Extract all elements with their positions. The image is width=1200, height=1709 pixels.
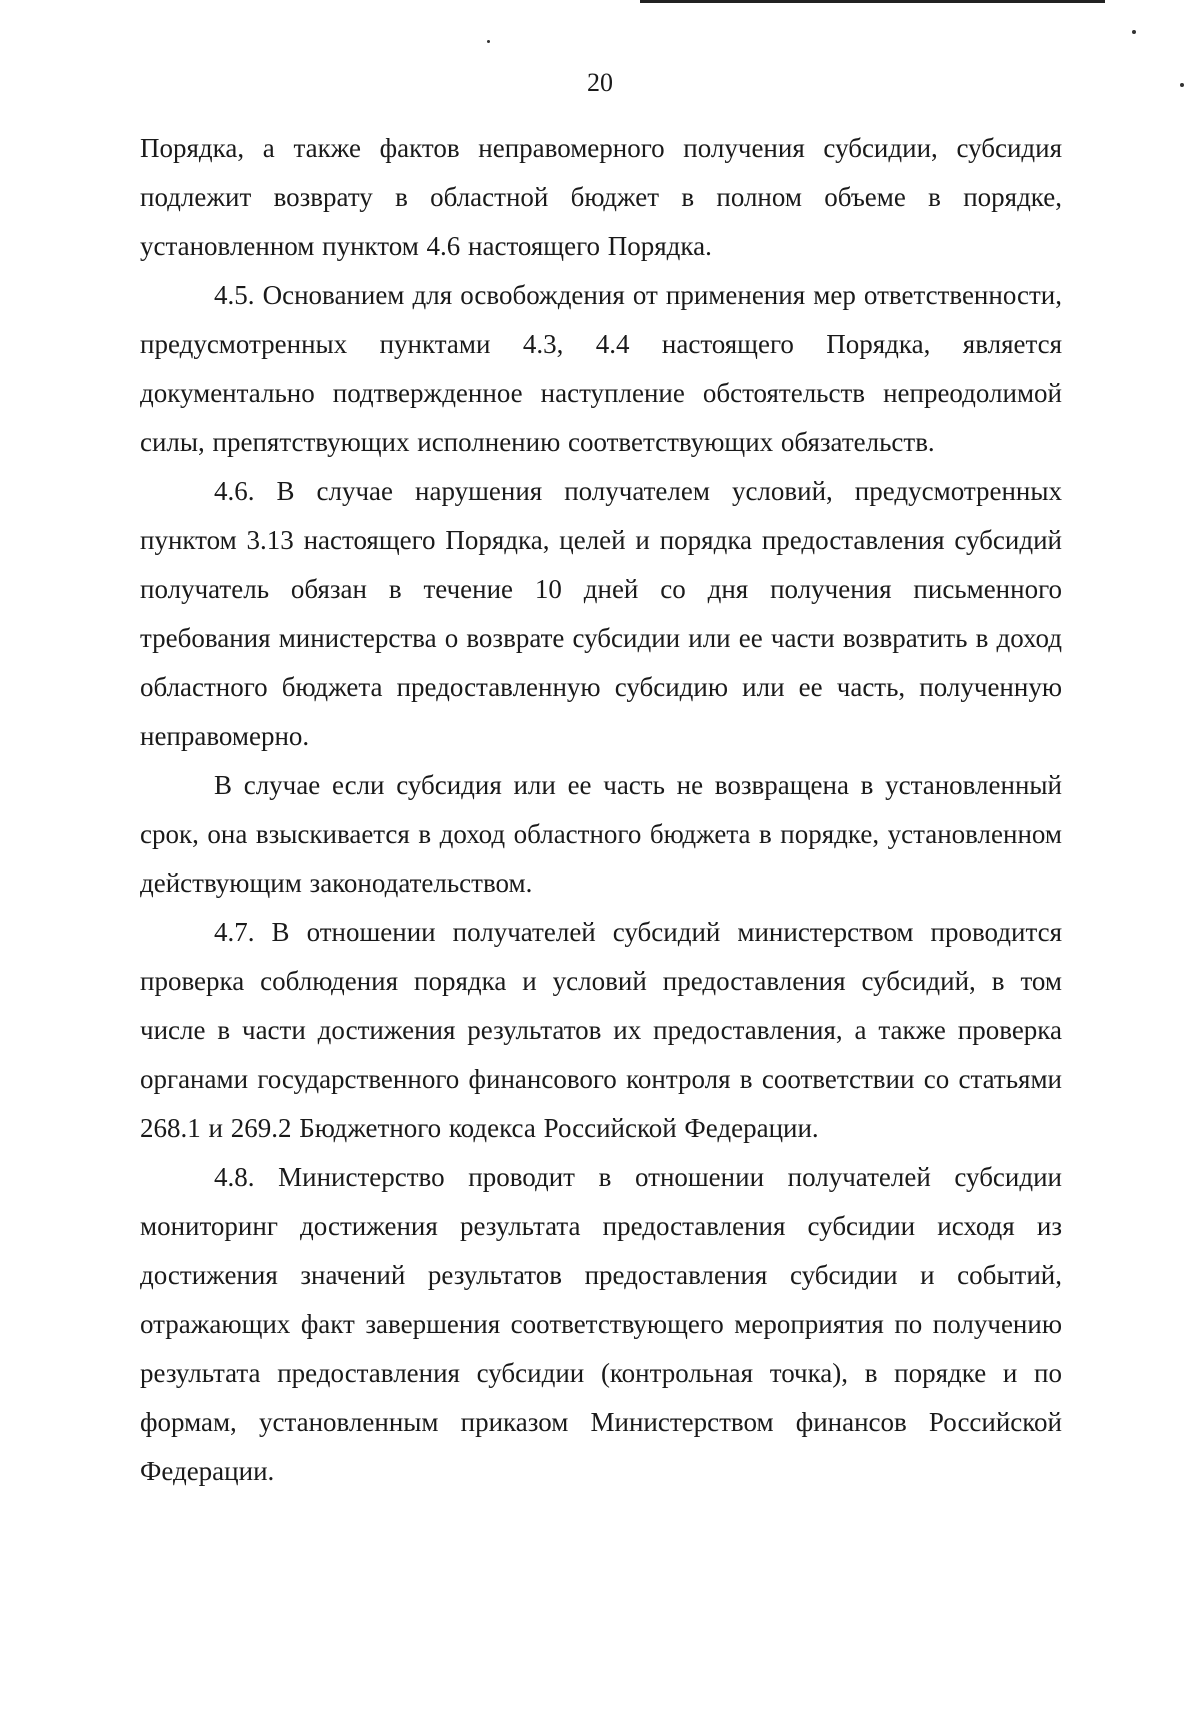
scan-speck (487, 40, 490, 43)
document-body (140, 124, 1062, 1496)
top-scan-rule (640, 0, 1105, 3)
paragraph-4-8: 4.8. Министерство проводит в отношении получателей субсидии мониторинг достижения результата предоставления субсидии исходя из достижения значений результатов предоставления субсидии и событий, отражающих факт завершения соответствующего мероприятия по получению результата предоставления субсидии (контрольная точка), в порядке и по формам, установленным приказом Министерством финансов Российской Федерации. (140, 1162, 1062, 1486)
paragraph-4-7: 4.7. В отношении получателей субсидий министерством проводится проверка соблюдения порядка и условий предоставления субсидий, в том числе в части достижения результатов их предоставления, а также проверка органами государственного финансового контроля в соответствии со статьями 268.1 и 269.2 Бюджетного кодекса Российской Федерации. (140, 917, 1062, 1143)
paragraph-4-6-recovery: В случае если субсидия или ее часть не возвращена в установленный срок, она взыскивается в доход областного бюджета в порядке, установленном действующим законодательством. (140, 770, 1062, 898)
page-number: 20 (587, 68, 613, 97)
paragraph-4-5: 4.5. Основанием для освобождения от применения мер ответственности, предусмотренных пунктами 4.3, 4.4 настоящего Порядка, является документально подтвержденное наступление обстоятельств непреодолимой силы, препятствующих исполнению соответствующих обязательств. (140, 280, 1062, 457)
scan-speck (1132, 30, 1136, 34)
paragraph-continuation: Порядка, а также фактов неправомерного получения субсидии, субсидия подлежит возврату в областной бюджет в полном объеме в порядке, установленном пунктом 4.6 настоящего Порядка. (140, 133, 1062, 261)
paragraph-4-6: 4.6. В случае нарушения получателем условий, предусмотренных пунктом 3.13 настоящего Порядка, целей и порядка предоставления субсидий получатель обязан в течение 10 дней со дня получения письменного требования министерства о возврате субсидии или ее части возвратить в доход областного бюджета предоставленную субсидию или ее часть, полученную неправомерно. (140, 476, 1062, 751)
